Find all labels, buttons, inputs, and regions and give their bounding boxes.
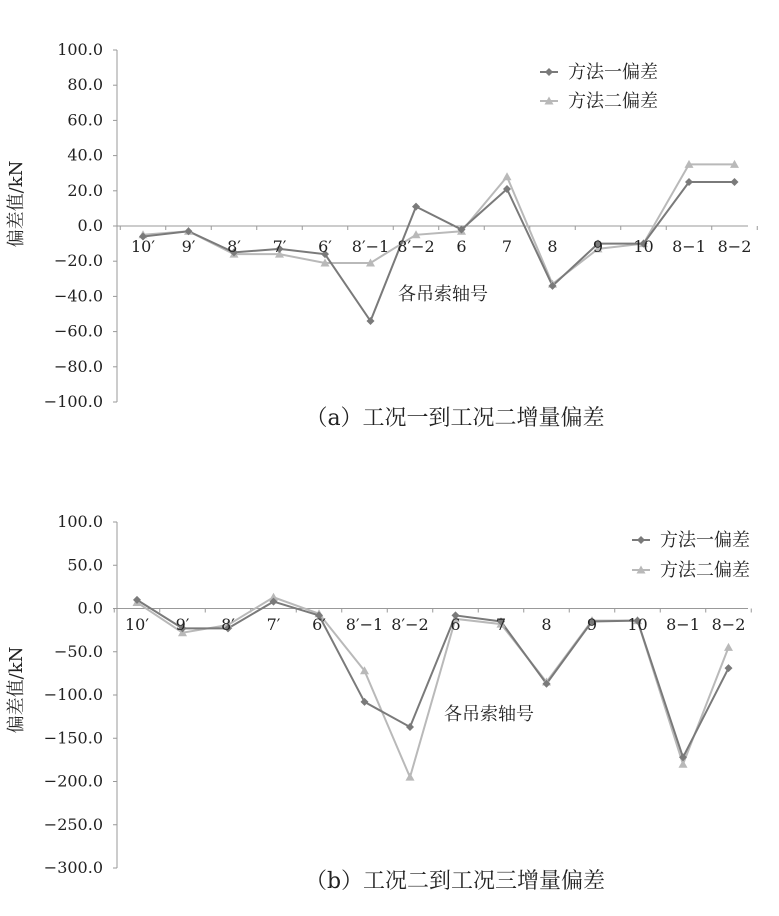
chart-a-y-tick-label: −20.0 xyxy=(53,251,103,271)
chart-b-legend-label-1: 方法一偏差 xyxy=(660,530,750,551)
chart-b-series-2-point xyxy=(406,773,415,781)
chart-a-y-tick-label: −60.0 xyxy=(53,321,103,341)
chart-b-x-tick-label: 8−2 xyxy=(711,615,746,634)
chart-b-y-tick-label: 0.0 xyxy=(77,598,103,618)
chart-b-x-tick-label: 8′−2 xyxy=(391,615,429,634)
chart-b-y-tick-label: −50.0 xyxy=(53,641,103,661)
chart-b-series-1-point xyxy=(406,723,414,731)
chart-b-x-tick-label: 8′−1 xyxy=(345,615,384,634)
chart-b-x-tick-label: 7 xyxy=(495,615,507,634)
chart-b-legend-label-2: 方法二偏差 xyxy=(660,560,750,581)
chart-a-x-tick-label: 6′ xyxy=(318,237,332,256)
chart-a-y-tick-label: 40.0 xyxy=(67,145,103,165)
chart-a-legend-marker-1 xyxy=(545,68,553,76)
chart-a-series-1-point xyxy=(731,178,739,186)
chart-b-y-tick-label: −300.0 xyxy=(43,858,103,877)
chart-a-x-tick-label: 8−1 xyxy=(672,237,706,256)
chart-b-x-tick-label: 9′ xyxy=(175,615,190,634)
chart-b-y-tick-label: −100.0 xyxy=(43,685,103,704)
chart-b-x-tick-label: 8−1 xyxy=(666,615,700,634)
chart-b-x-tick-label: 6′ xyxy=(312,615,326,634)
chart-b-y-tick-label: −250.0 xyxy=(43,814,103,834)
chart-b-x-tick-label: 10 xyxy=(627,615,648,634)
chart-a-x-tick-label: 8 xyxy=(547,237,558,256)
chart-a-y-tick-label: −100.0 xyxy=(43,392,103,411)
chart-a xyxy=(6,40,757,431)
chart-a-series-2-line xyxy=(143,164,735,284)
chart-a-x-tick-label: 7′ xyxy=(272,237,287,256)
chart-a-y-axis-title: 偏差值/kN xyxy=(6,160,27,248)
chart-a-x-tick-label: 8′−1 xyxy=(351,237,390,256)
chart-b-x-tick-label: 7′ xyxy=(266,615,281,634)
chart-a-x-tick-label: 10′ xyxy=(131,237,155,256)
chart-a-series-2-point xyxy=(503,172,512,180)
chart-a-y-tick-label: 0.0 xyxy=(77,216,103,235)
chart-a-y-tick-label: 20.0 xyxy=(67,180,103,200)
chart-a-x-tick-label: 6 xyxy=(456,237,467,256)
chart-b-x-tick-label: 9 xyxy=(586,615,598,634)
chart-b-x-tick-label: 10′ xyxy=(125,615,149,634)
chart-a-series-1-point xyxy=(412,203,420,211)
chart-a-y-tick-label: −80.0 xyxy=(53,356,103,376)
chart-b-x-axis-title: 各吊索轴号 xyxy=(444,704,534,725)
chart-b-caption: （b）工况二到工况三增量偏差 xyxy=(304,869,606,894)
chart-a-x-tick-label: 8−2 xyxy=(717,237,752,256)
chart-a-y-tick-label: 80.0 xyxy=(67,75,103,95)
chart-b-series-2-point xyxy=(724,643,733,651)
chart-a-x-tick-label: 9 xyxy=(592,237,604,256)
chart-a-x-tick-label: 8′ xyxy=(227,237,241,256)
chart-a-x-tick-label: 9′ xyxy=(181,237,196,256)
chart-a-x-tick-label: 8′−2 xyxy=(397,237,435,256)
chart-b-series-1-point xyxy=(725,664,733,672)
chart-b-y-tick-label: 100.0 xyxy=(57,512,103,531)
chart-a-legend-label-2: 方法二偏差 xyxy=(568,91,658,112)
chart-b xyxy=(6,512,751,894)
chart-b-x-tick-label: 8 xyxy=(541,615,552,634)
chart-a-y-tick-label: 60.0 xyxy=(67,110,103,130)
chart-b-series-1-point xyxy=(361,698,369,706)
chart-a-y-tick-label: −40.0 xyxy=(53,286,103,306)
chart-b-x-tick-label: 8′ xyxy=(221,615,235,634)
chart-a-y-tick-label: 100.0 xyxy=(57,40,103,59)
chart-b-y-tick-label: 50.0 xyxy=(67,555,103,575)
chart-b-y-tick-label: −200.0 xyxy=(43,771,103,791)
chart-a-x-tick-label: 10 xyxy=(633,237,654,256)
chart-a-x-tick-label: 7 xyxy=(501,237,513,256)
chart-b-legend-marker-1 xyxy=(637,536,645,544)
chart-b-y-axis-title: 偏差值/kN xyxy=(6,646,27,734)
chart-a-x-axis-title: 各吊索轴号 xyxy=(398,284,488,305)
chart-a-caption: （a）工况一到工况二增量偏差 xyxy=(305,406,605,431)
chart-a-legend-label-1: 方法一偏差 xyxy=(568,62,658,83)
chart-b-x-tick-label: 6 xyxy=(450,615,461,634)
chart-b-y-tick-label: −150.0 xyxy=(43,728,103,748)
